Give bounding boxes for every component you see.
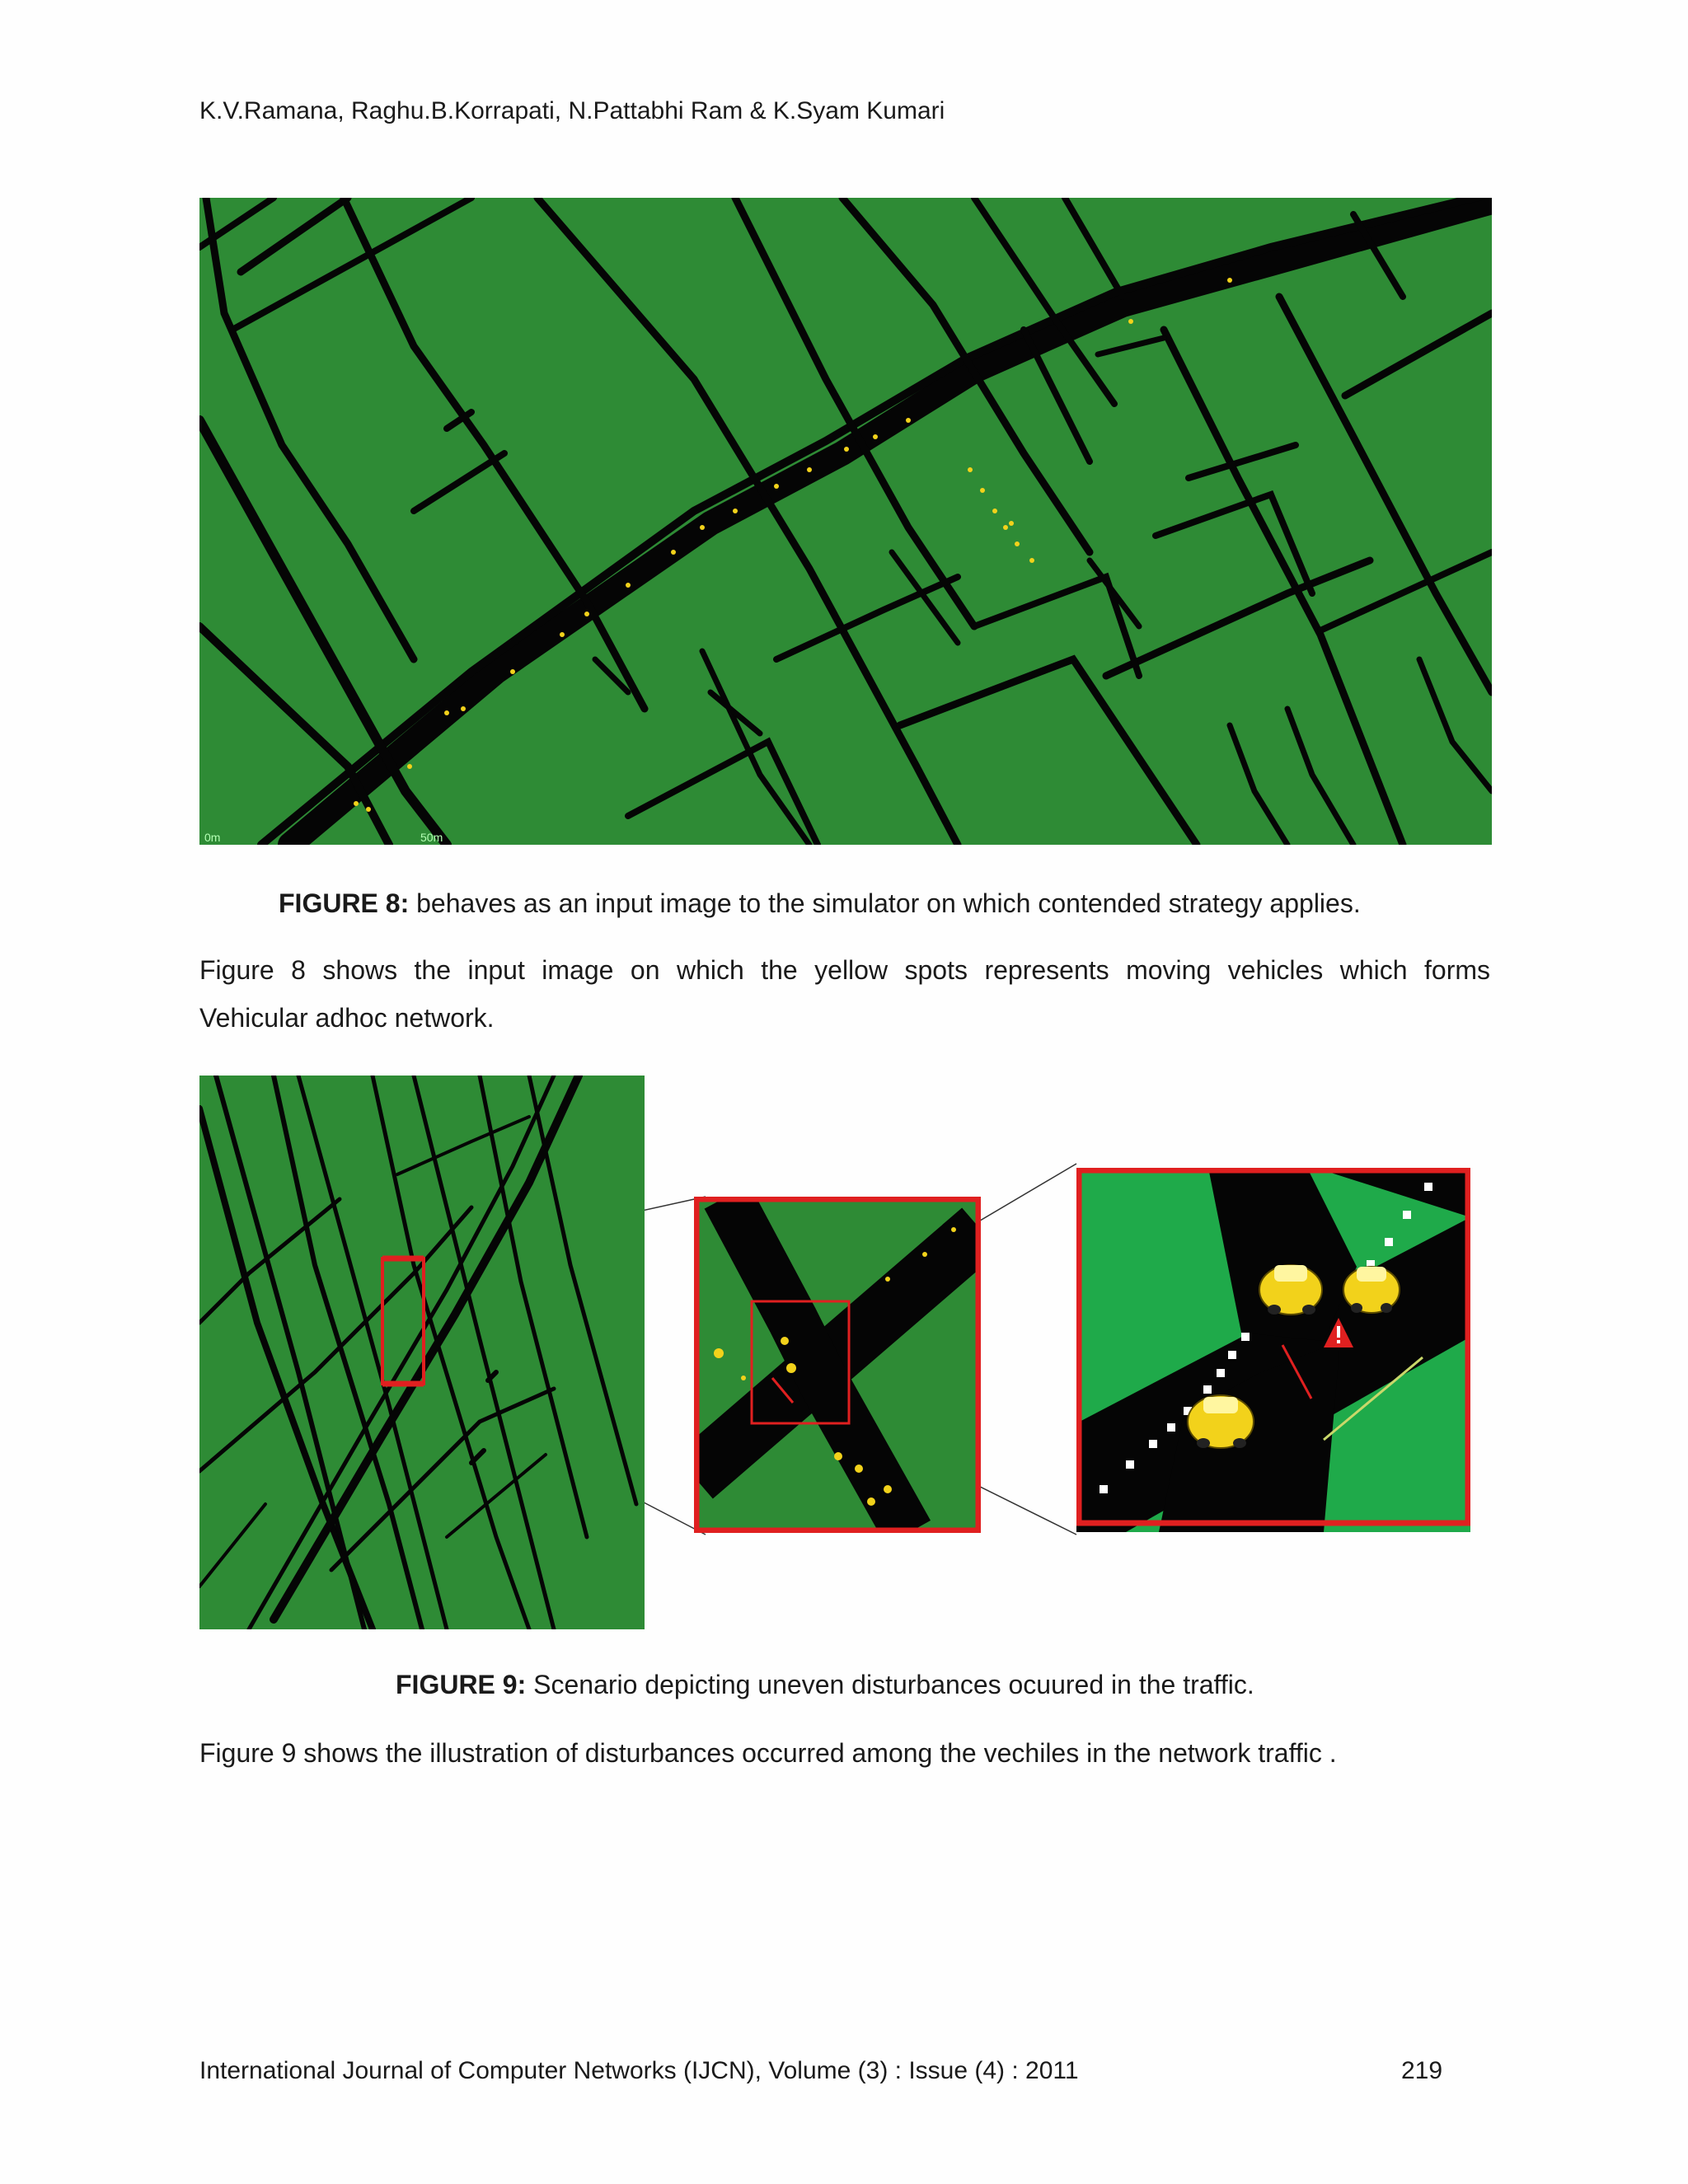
figure-8-caption-text: behaves as an input image to the simulator on which contended strategy applies. xyxy=(409,888,1361,918)
running-header: K.V.Ramana, Raghu.B.Korrapati, N.Pattabhi Ram & K.Syam Kumari xyxy=(199,97,945,124)
scale-end-label: 50m xyxy=(420,831,443,844)
figure-9-zoom-level-2 xyxy=(1076,1168,1470,1532)
paragraph-figure-8-line-1: Figure 8 shows the input image on which the yellow spots represents moving vehicles which forms xyxy=(199,955,1490,985)
taxi-vehicle-icon xyxy=(1188,1395,1254,1448)
figure-9-caption xyxy=(396,1670,1254,1700)
figure-9-caption-text: Scenario depicting uneven disturbances ocuured in the traffic. xyxy=(526,1670,1254,1699)
taxi-vehicle-icon xyxy=(1259,1265,1322,1315)
figure-8-caption xyxy=(279,888,1361,919)
page-number: 219 xyxy=(1401,2057,1443,2084)
taxi-vehicle-icon xyxy=(1343,1267,1400,1313)
paragraph-figure-8-line-2: Vehicular adhoc network. xyxy=(199,1003,495,1033)
footer-journal: International Journal of Computer Networks (IJCN), Volume (3) : Issue (4) : 2011 xyxy=(199,2057,1079,2084)
scale-start-label: 0m xyxy=(204,831,221,844)
figure-8-caption-label: FIGURE 8: xyxy=(279,888,410,918)
figure-9-caption-label: FIGURE 9: xyxy=(396,1670,527,1699)
figure-9-overview-map xyxy=(199,1076,645,1629)
figure-9-zoom-level-1 xyxy=(694,1197,981,1533)
paragraph-figure-8 xyxy=(199,946,1490,1042)
paragraph-figure-9: Figure 9 shows the illustration of disturbances occurred among the vechiles in the network traffic . xyxy=(199,1738,1337,1768)
figure-8-road-map xyxy=(199,198,1492,845)
